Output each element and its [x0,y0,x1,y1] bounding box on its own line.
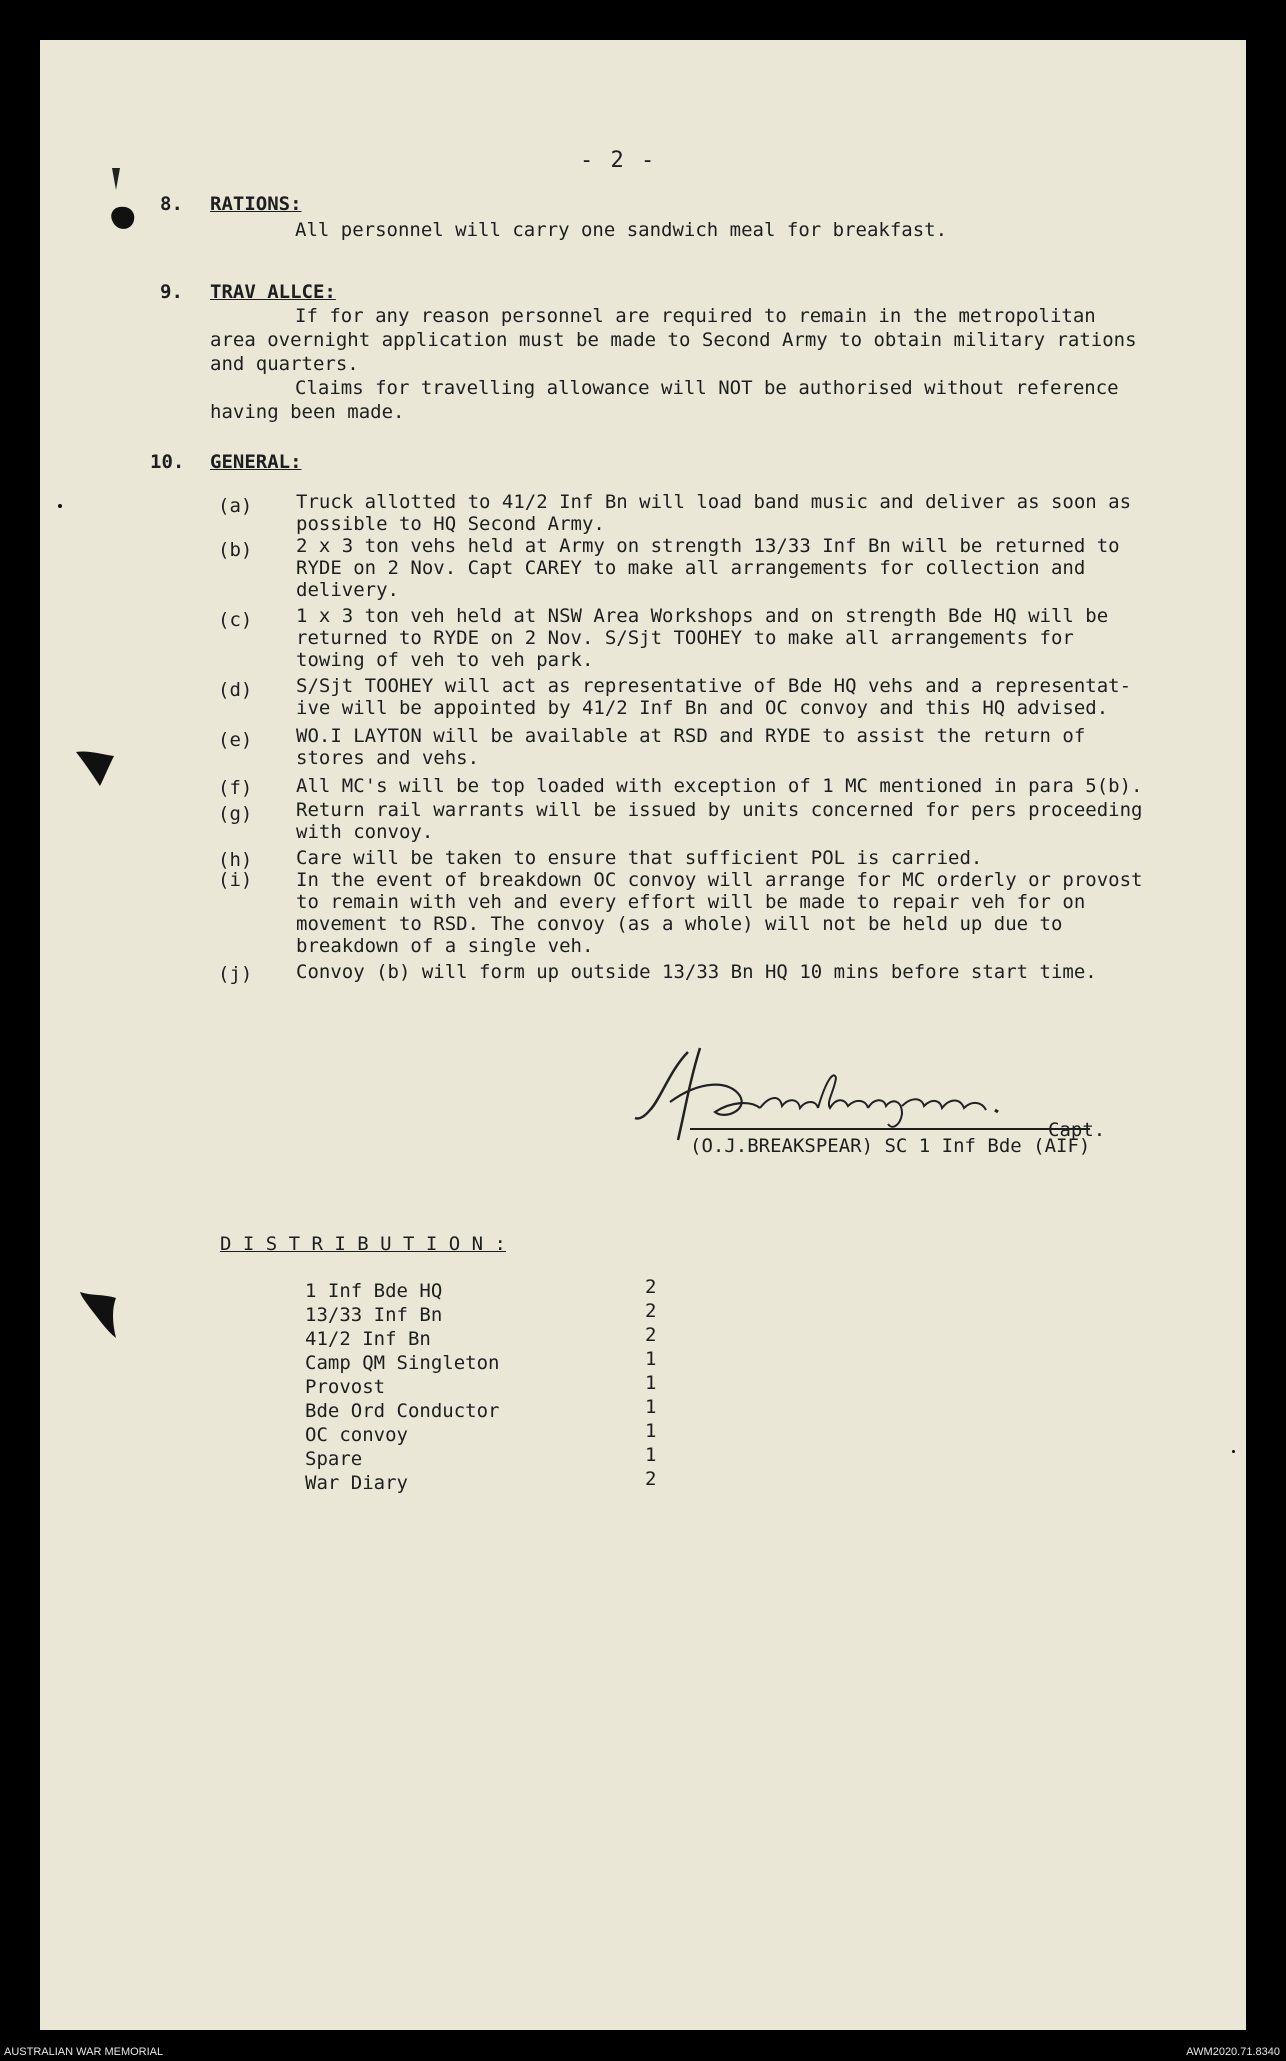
item-line: In the event of breakdown OC convoy will arrange for MC orderly or provost [296,869,1143,891]
item-line: returned to RYDE on 2 Nov. S/Sjt TOOHEY to make all arrangements for [296,627,1074,649]
section-9-number: 9. [160,281,183,303]
distribution-copies: 2 [645,1324,657,1346]
item-letter: (a) [218,495,253,517]
section-10-number: 10. [150,451,185,473]
distribution-unit: 13/33 Inf Bn [305,1304,443,1326]
section-9-line: area overnight application must be made to Second Army to obtain military rations [210,329,1137,351]
section-9-line: If for any reason personnel are required to remain in the metropolitan [295,305,1096,327]
item-line: Care will be taken to ensure that sufficient POL is carried. [296,847,983,869]
distribution-unit: Camp QM Singleton [305,1352,500,1374]
distribution-unit: 1 Inf Bde HQ [305,1280,443,1302]
item-letter: (e) [218,729,253,751]
distribution-copies: 1 [645,1420,657,1442]
item-line: All MC's will be top loaded with exception of 1 MC mentioned in para 5(b). [296,775,1143,797]
signature-rule [690,1128,1090,1130]
item-line: movement to RSD. The convoy (as a whole) will not be held up due to [296,913,1063,935]
distribution-copies: 2 [645,1276,657,1298]
item-line: possible to HQ Second Army. [296,513,605,535]
footer-left: AUSTRALIAN WAR MEMORIAL [4,2046,164,2058]
item-letter: (i) [218,869,253,891]
item-line: stores and vehs. [296,747,480,769]
punch-mark [74,740,124,790]
section-10-heading: GENERAL: [210,451,302,473]
signature-name-line: (O.J.BREAKSPEAR) SC 1 Inf Bde (AIF) [690,1135,1091,1157]
item-letter: (c) [218,609,253,631]
section-8-heading: RATIONS: [210,193,302,215]
item-letter: (g) [218,803,253,825]
item-line: 2 x 3 ton vehs held at Army on strength 13/33 Inf Bn will be returned to [296,535,1120,557]
footer-right: AWM2020.71.8340 [1186,2046,1280,2058]
distribution-copies: 1 [645,1348,657,1370]
ink-dot [58,504,62,508]
section-9-heading: TRAV ALLCE: [210,281,336,303]
item-line: breakdown of a single veh. [296,935,594,957]
distribution-unit: 41/2 Inf Bn [305,1328,431,1350]
item-letter: (b) [218,539,253,561]
item-line: Return rail warrants will be issued by units concerned for pers proceeding [296,799,1143,821]
section-9-line: and quarters. [210,353,359,375]
distribution-unit: Provost [305,1376,386,1398]
item-line: towing of veh to veh park. [296,649,594,671]
distribution-copies: 1 [645,1396,657,1418]
item-line: with convoy. [296,821,434,843]
distribution-heading: D I S T R I B U T I O N : [220,1233,506,1255]
punch-mark [106,160,146,240]
document-page [40,40,1246,2030]
punch-mark [76,1288,126,1348]
page-number: - 2 - [580,148,657,173]
item-line: Truck allotted to 41/2 Inf Bn will load band music and deliver as soon as [296,491,1132,513]
item-line: delivery. [296,579,399,601]
section-9-line: having been made. [210,401,405,423]
distribution-copies: 1 [645,1444,657,1466]
item-letter: (h) [218,849,253,871]
item-line: RYDE on 2 Nov. Capt CAREY to make all arrangements for collection and [296,557,1086,579]
item-line: WO.I LAYTON will be available at RSD and RYDE to assist the return of [296,725,1086,747]
distribution-unit: Bde Ord Conductor [305,1400,500,1422]
item-letter: (f) [218,777,253,799]
distribution-copies: 2 [645,1300,657,1322]
ink-dot [1232,1450,1235,1453]
item-letter: (j) [218,963,253,985]
section-8-line: All personnel will carry one sandwich meal for breakfast. [295,219,948,241]
distribution-unit: OC convoy [305,1424,408,1446]
signature-rank: Capt. [1048,1119,1106,1141]
item-line: Convoy (b) will form up outside 13/33 Bn HQ 10 mins before start time. [296,961,1097,983]
item-line: S/Sjt TOOHEY will act as representative of Bde HQ vehs and a representat- [296,675,1132,697]
distribution-copies: 2 [645,1468,657,1490]
section-9-line: Claims for travelling allowance will NOT be authorised without reference [295,377,1119,399]
item-line: ive will be appointed by 41/2 Inf Bn and OC convoy and this HQ advised. [296,697,1109,719]
distribution-unit: War Diary [305,1472,408,1494]
distribution-copies: 1 [645,1372,657,1394]
distribution-unit: Spare [305,1448,363,1470]
item-letter: (d) [218,679,253,701]
item-line: 1 x 3 ton veh held at NSW Area Workshops and on strength Bde HQ will be [296,605,1109,627]
item-line: to remain with veh and every effort will be made to repair veh for on [296,891,1086,913]
section-8-number: 8. [160,193,183,215]
